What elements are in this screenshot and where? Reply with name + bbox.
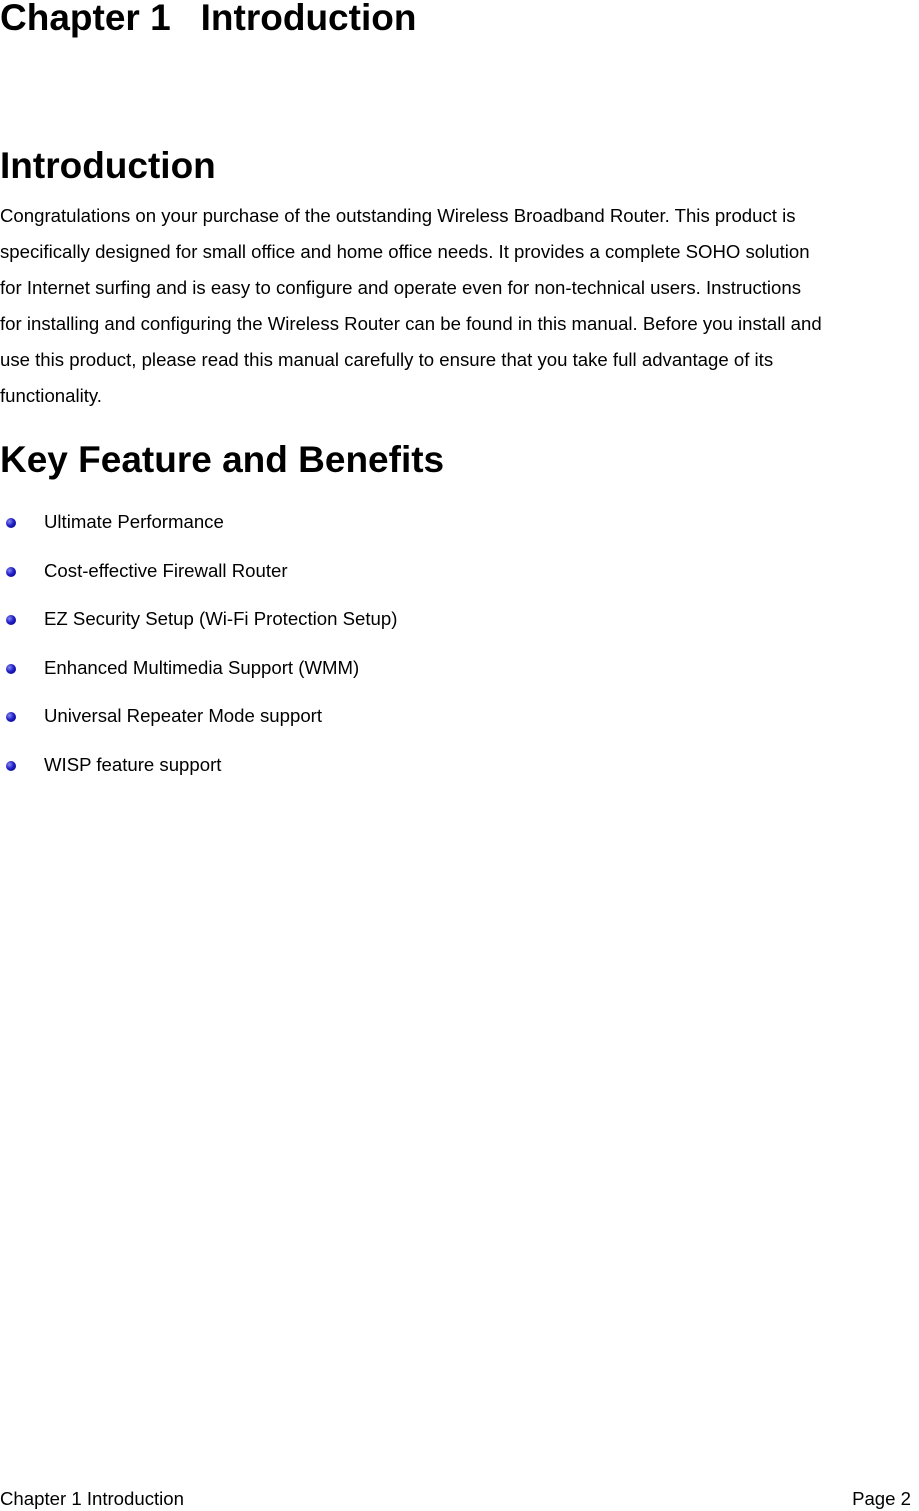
paragraph-line: for Internet surfing and is easy to configure and operate even for non-technical users. Instructions (0, 277, 802, 298)
list-item (0, 749, 397, 798)
chapter-heading (0, 0, 416, 40)
feature-label: WISP feature support (44, 753, 222, 775)
list-item (0, 700, 397, 749)
paragraph-line: for installing and configuring the Wireless Router can be found in this manual. Before you install and (0, 313, 822, 334)
feature-list (0, 506, 397, 797)
feature-label: Cost-effective Firewall Router (44, 559, 288, 581)
list-item (0, 652, 397, 701)
paragraph-line: specifically designed for small office and home office needs. It provides a complete SOHO solution (0, 241, 810, 262)
paragraph-line: Congratulations on your purchase of the outstanding Wireless Broadband Router. This product is (0, 205, 796, 226)
feature-label: Universal Repeater Mode support (44, 705, 323, 726)
blue-sphere-bullet-icon (6, 518, 16, 528)
blue-sphere-bullet-icon (6, 761, 16, 771)
blue-sphere-bullet-icon (6, 712, 16, 722)
blue-sphere-bullet-icon (6, 664, 16, 674)
key-features-heading: Key Feature and Benefits (0, 439, 445, 480)
chapter-number: Chapter 1 (0, 0, 171, 38)
list-item (0, 555, 397, 604)
chapter-title: Introduction (200, 0, 417, 38)
blue-sphere-bullet-icon (6, 567, 16, 577)
introduction-paragraph (0, 198, 919, 414)
paragraph-line: use this product, please read this manual carefully to ensure that you take full advantage of its (0, 349, 774, 370)
blue-sphere-bullet-icon (6, 615, 16, 625)
paragraph-line: functionality. (0, 385, 102, 406)
feature-label: Enhanced Multimedia Support (WMM) (44, 656, 360, 678)
footer-page-number: Page 2 (852, 1488, 911, 1509)
list-item (0, 506, 397, 555)
feature-label: Ultimate Performance (44, 511, 224, 532)
footer-chapter-label: Chapter 1 Introduction (0, 1488, 184, 1509)
introduction-heading: Introduction (0, 145, 216, 186)
list-item (0, 603, 397, 652)
feature-label: EZ Security Setup (Wi-Fi Protection Setup) (44, 608, 398, 629)
